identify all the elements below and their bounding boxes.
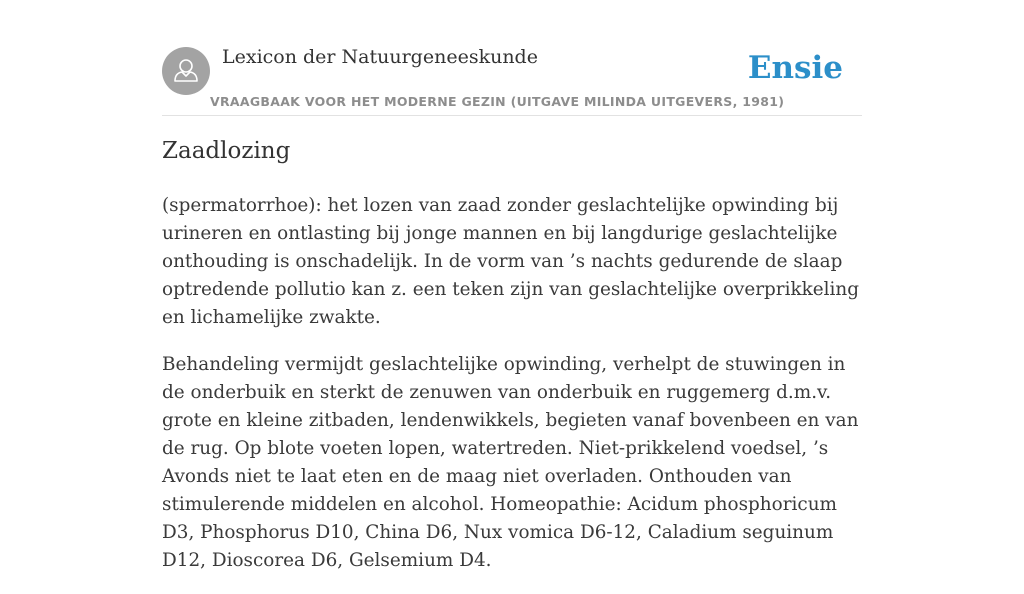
source-subtitle: VRAAGBAAK VOOR HET MODERNE GEZIN (UITGAVE MILINDA UITGEVERS, 1981)	[210, 94, 785, 109]
entry-body	[162, 192, 864, 594]
header-divider	[162, 115, 862, 116]
entry-title: Zaadlozing	[162, 138, 291, 164]
entry-paragraph: Behandeling vermijdt geslachtelijke opwinding, verhelpt de stuwingen in de onderbuik en sterkt de zenuwen van onderbuik en ruggemerg d.m.v. grote en kleine zitbaden, lendenwikkels, begieten vanaf bovenbeen en van de rug. Op blote voeten lopen, watertreden. Niet-prikkelend voedsel, ’s Avonds niet te laat eten en de maag niet overladen. Onthouden van stimulerende middelen en alcohol. Homeopathie: Acidum phosphoricum D3, Phosphorus D10, China D6, Nux vomica D6-12, Caladium seguinum D12, Dioscorea D6, Gelsemium D4.	[162, 354, 859, 571]
source-title-link[interactable]: Lexicon der Natuurgeneeskunde	[222, 46, 538, 68]
ensie-logo-link[interactable]: Ensie	[747, 50, 843, 86]
user-silhouette-icon[interactable]	[162, 47, 210, 95]
entry-paragraph: (spermatorrhoe): het lozen van zaad zonder geslachtelijke opwinding bij urineren en ontlasting bij jonge mannen en bij langdurige geslachtelijke onthouding is onschadelijk. In de vorm van ’s nachts gedurende de slaap optredende pollutio kan z. een teken zijn van geslachtelijke overprikkeling en lichamelijke zwakte.	[162, 195, 860, 328]
